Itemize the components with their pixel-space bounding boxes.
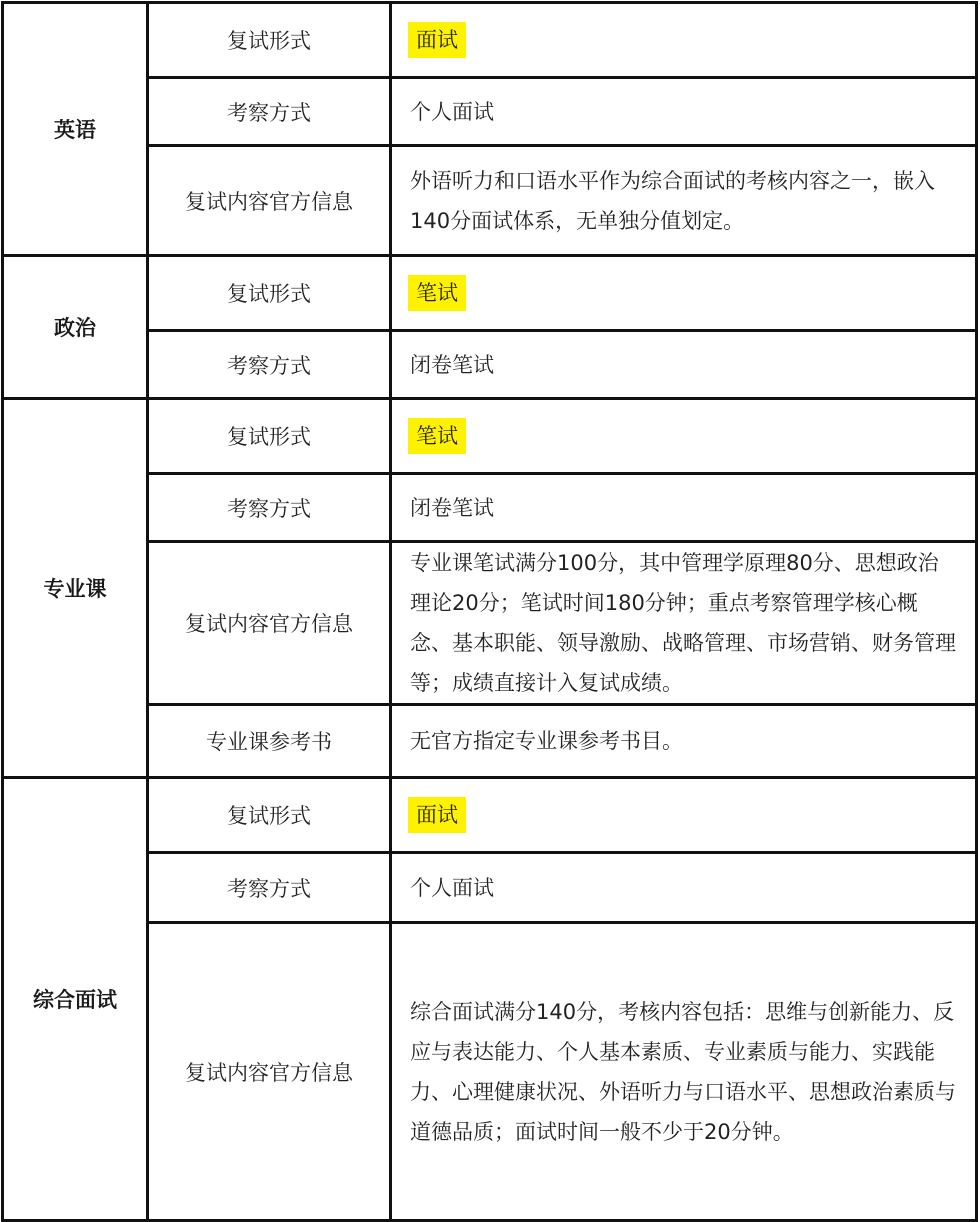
field-value: 个人面试 bbox=[391, 78, 977, 146]
table-row bbox=[3, 923, 977, 1221]
retest-info-table bbox=[1, 1, 978, 1222]
field-label: 复试内容官方信息 bbox=[148, 542, 391, 705]
highlighted-value: 面试 bbox=[408, 22, 466, 58]
table-row bbox=[3, 399, 977, 474]
field-value bbox=[391, 3, 977, 78]
highlighted-value: 面试 bbox=[408, 797, 466, 833]
field-label: 复试内容官方信息 bbox=[148, 923, 391, 1221]
table-row bbox=[3, 474, 977, 542]
table-row bbox=[3, 705, 977, 778]
table-row bbox=[3, 78, 977, 146]
field-label: 复试形式 bbox=[148, 778, 391, 853]
table-row bbox=[3, 853, 977, 923]
subject-cell-english: 英语 bbox=[3, 3, 148, 256]
highlighted-value: 笔试 bbox=[408, 275, 466, 311]
table-row bbox=[3, 146, 977, 256]
subject-cell-major: 专业课 bbox=[3, 399, 148, 778]
table-row bbox=[3, 542, 977, 705]
field-label: 复试内容官方信息 bbox=[148, 146, 391, 256]
table-row bbox=[3, 3, 977, 78]
subject-cell-politics: 政治 bbox=[3, 256, 148, 399]
field-label: 复试形式 bbox=[148, 256, 391, 331]
table-row bbox=[3, 331, 977, 399]
table-row bbox=[3, 778, 977, 853]
field-value: 个人面试 bbox=[391, 853, 977, 923]
field-value: 综合面试满分140分，考核内容包括：思维与创新能力、反应与表达能力、个人基本素质、专业素质与能力、实践能力、心理健康状况、外语听力与口语水平、思想政治素质与道德品质；面试时间一般不少于20分钟。 bbox=[391, 923, 977, 1221]
field-value: 无官方指定专业课参考书目。 bbox=[391, 705, 977, 778]
field-label: 考察方式 bbox=[148, 331, 391, 399]
field-value: 外语听力和口语水平作为综合面试的考核内容之一，嵌入140分面试体系，无单独分值划定。 bbox=[391, 146, 977, 256]
subject-cell-interview: 综合面试 bbox=[3, 778, 148, 1221]
field-label: 考察方式 bbox=[148, 853, 391, 923]
field-label: 复试形式 bbox=[148, 399, 391, 474]
highlighted-value: 笔试 bbox=[408, 418, 466, 454]
field-value: 闭卷笔试 bbox=[391, 331, 977, 399]
field-value bbox=[391, 778, 977, 853]
table-row bbox=[3, 256, 977, 331]
field-value bbox=[391, 399, 977, 474]
field-label: 考察方式 bbox=[148, 474, 391, 542]
field-label: 考察方式 bbox=[148, 78, 391, 146]
field-value: 专业课笔试满分100分，其中管理学原理80分、思想政治理论20分；笔试时间180分钟；重点考察管理学核心概念、基本职能、领导激励、战略管理、市场营销、财务管理等；成绩直接计入复试成绩。 bbox=[391, 542, 977, 705]
field-value: 闭卷笔试 bbox=[391, 474, 977, 542]
field-label: 复试形式 bbox=[148, 3, 391, 78]
field-value bbox=[391, 256, 977, 331]
field-label: 专业课参考书 bbox=[148, 705, 391, 778]
